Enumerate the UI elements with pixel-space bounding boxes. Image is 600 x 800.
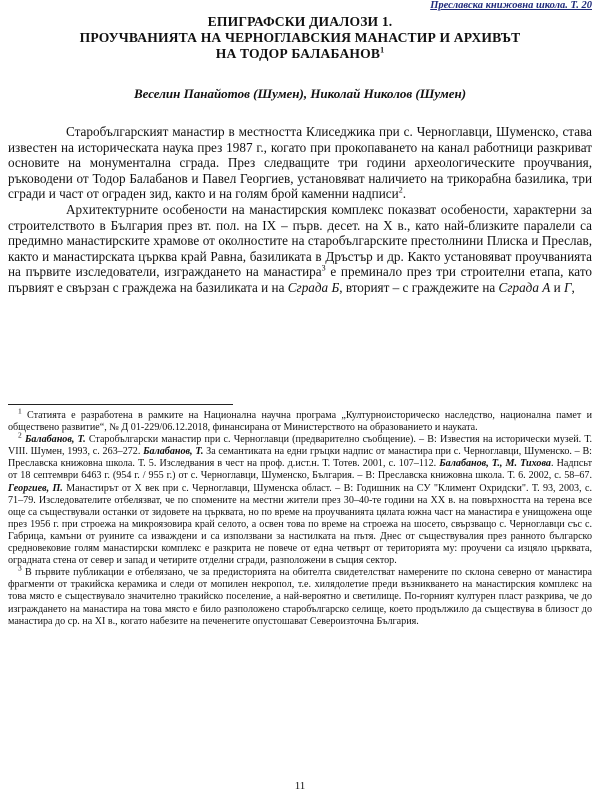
paragraph-1-text: Старобългарският манастир в местността Клиседжика при с. Черноглавци, Шуменско, става известен на историческата наука през 1987 г., когато при прокопаването на канал работници разкриват основите на монументална сграда. През следващите три години археологическите проучвания, ръководени от Тодор Балабанов и Павел Георгиев, установяват наличието на трикорабна базилика, три сгради и част от ограден зид, както и на голям брой каменни надписи — [8, 124, 592, 202]
footnote-ref-1[interactable]: 1 — [380, 45, 385, 55]
paragraph-2-text-d: и — [550, 279, 564, 295]
paragraph-2-text-b: е преминало през три строителни етапа, като първият е свързан с граждежа на базиликата и на — [8, 264, 593, 295]
footnote-ref-2[interactable]: 2 — [398, 185, 403, 195]
building-g-term: Г — [563, 279, 572, 295]
paragraph-1-end: . — [402, 186, 406, 202]
title-line-3-text: НА ТОДОР БАЛАБАНОВ — [215, 46, 381, 61]
citation-author-3: Балабанов, Т., М. Тихова — [439, 458, 551, 470]
footnote-3-text: В първите публикации е отбелязано, че за предисторията на обителта свидетелстват намерените по склона северно от манастира фрагменти от тракийска керамика и следи от мопилен некропол, т.е. хилядолетие преди възникването на манастирския комплекс на това място е съществувало значително тракийско поселение, а най-вероятно и светилище. По-горният културен пласт разкрива, че до изграждането на манастира на това място е било разположено старобългарско селище, което продължило да съществува в близост до манастира до ср. на XI в., когато набезите на печенегите опустошават Североизточна България. — [8, 567, 592, 627]
running-head: Преславска книжовна школа. Т. 20 — [430, 0, 592, 11]
footnote-2 — [8, 430, 593, 567]
citation-text-2: За семантиката на едни гръцки надпис от манастира при с. Черноглавци, Шуменско. – В: Преславска книжовна школа. Т. 5. Изследвания в чест на проф. д.ист.н. Т. Тотев. 2001, с. 107–112. — [8, 446, 592, 470]
page-number: 11 — [294, 780, 306, 792]
footnote-3 — [8, 563, 592, 627]
footnote-3-number: 3 — [18, 563, 22, 573]
building-b-term: Сграда Б — [287, 279, 340, 295]
citation-author-1: Балабанов, Т. — [24, 434, 86, 446]
authors: Веселин Панайотов (Шумен), Николай Николов (Шумен) — [133, 86, 467, 101]
title-line-2: ПРОУЧВАНИЯТА НА ЧЕРНОГЛАВСКИЯ МАНАСТИР И АРХИВЪТ — [79, 30, 521, 45]
citation-text-4: Манастирът от X век при с. Черноглавци, Шуменска област. – В: Годишник на СУ "Климент Охридски". Т. 93, 2003, с. 71–79. Изследователите отбелязват, че по спомените на местни жители през 30–40-те години на XX в. на повърхността на терена все още са съществували останки от зидовете на църквата, но по време на проучванията цялата южна част на манастира е унищожена още през 1956 г. при строежа на микроязовира край селото, а освен това по време на строежа на шосето, свързващо с. Черноглавци със с. Габрица, камъни от руините са изваждени и са използвани за настилката на пътя. Днес от съществувалия през ранното българско средновековие голям манастирски комплекс е разкрита не повече от една четвърт от територията му: проучени са изцяло църквата, оградната стена от север и запад и четирите отделни сгради, разположени в същия сектор. — [8, 482, 592, 567]
footnote-1-number: 1 — [18, 406, 22, 416]
title-line-1: ЕПИГРАФСКИ ДИАЛОЗИ 1. — [207, 14, 393, 29]
citation-text-3: . Надпсьт от 18 септември 6463 г. (954 г. / 955 г.) от с. Черноглавци, Шуменско, България. – В: Преславска книжовна школа. Т. 6. 2002, с. 58–67. — [8, 458, 592, 482]
title-line-3 — [20, 46, 580, 62]
paragraph-2 — [8, 202, 592, 296]
footnote-1-text: Статията е разработена в рамките на Национална научна програма „Културноисторическо наследство, национална памет и обществено развитие“, № Д 01-229/06.12.2018, финансирана от Министерството на образованието и науката. — [8, 410, 592, 434]
footnote-ref-3[interactable]: 3 — [321, 263, 326, 273]
paragraph-1 — [8, 124, 592, 202]
footnote-2-number: 2 — [18, 430, 22, 440]
footnotes — [8, 406, 593, 628]
footnote-divider — [8, 404, 233, 405]
paragraph-2-text-c: , вторият – с граждежите на — [339, 279, 499, 295]
body-text — [8, 124, 592, 296]
building-a-term: Сграда А — [498, 279, 551, 295]
paragraph-2-text-e: , — [571, 279, 575, 295]
footnote-1 — [8, 406, 592, 434]
citation-text-1: Старобългарски манастир при с. Черноглавци (предварително съобщение). – В: Известия на исторически музей. Т. VIII. Шумен, 1993, с. 263–272. — [8, 434, 593, 458]
citation-author-2: Балабанов, Т. — [143, 446, 204, 458]
paragraph-2-text-a: Архитектурните особености на манастирския комплекс показват особености, характерни за строителството в България през вт. пол. на IX – първ. десет. на X в., като най-близките паралели са предимно манастирските храмове от околностите на старобългарските престолнини Плиска и Преслав, както и манастирската църква край Равна, базиликата в Дръстър и др. Както установяват проучванията на първите изследователи, изграждането на манастира — [8, 201, 592, 280]
citation-author-4: Георгиев, П. — [8, 482, 63, 494]
article-title — [20, 14, 580, 62]
